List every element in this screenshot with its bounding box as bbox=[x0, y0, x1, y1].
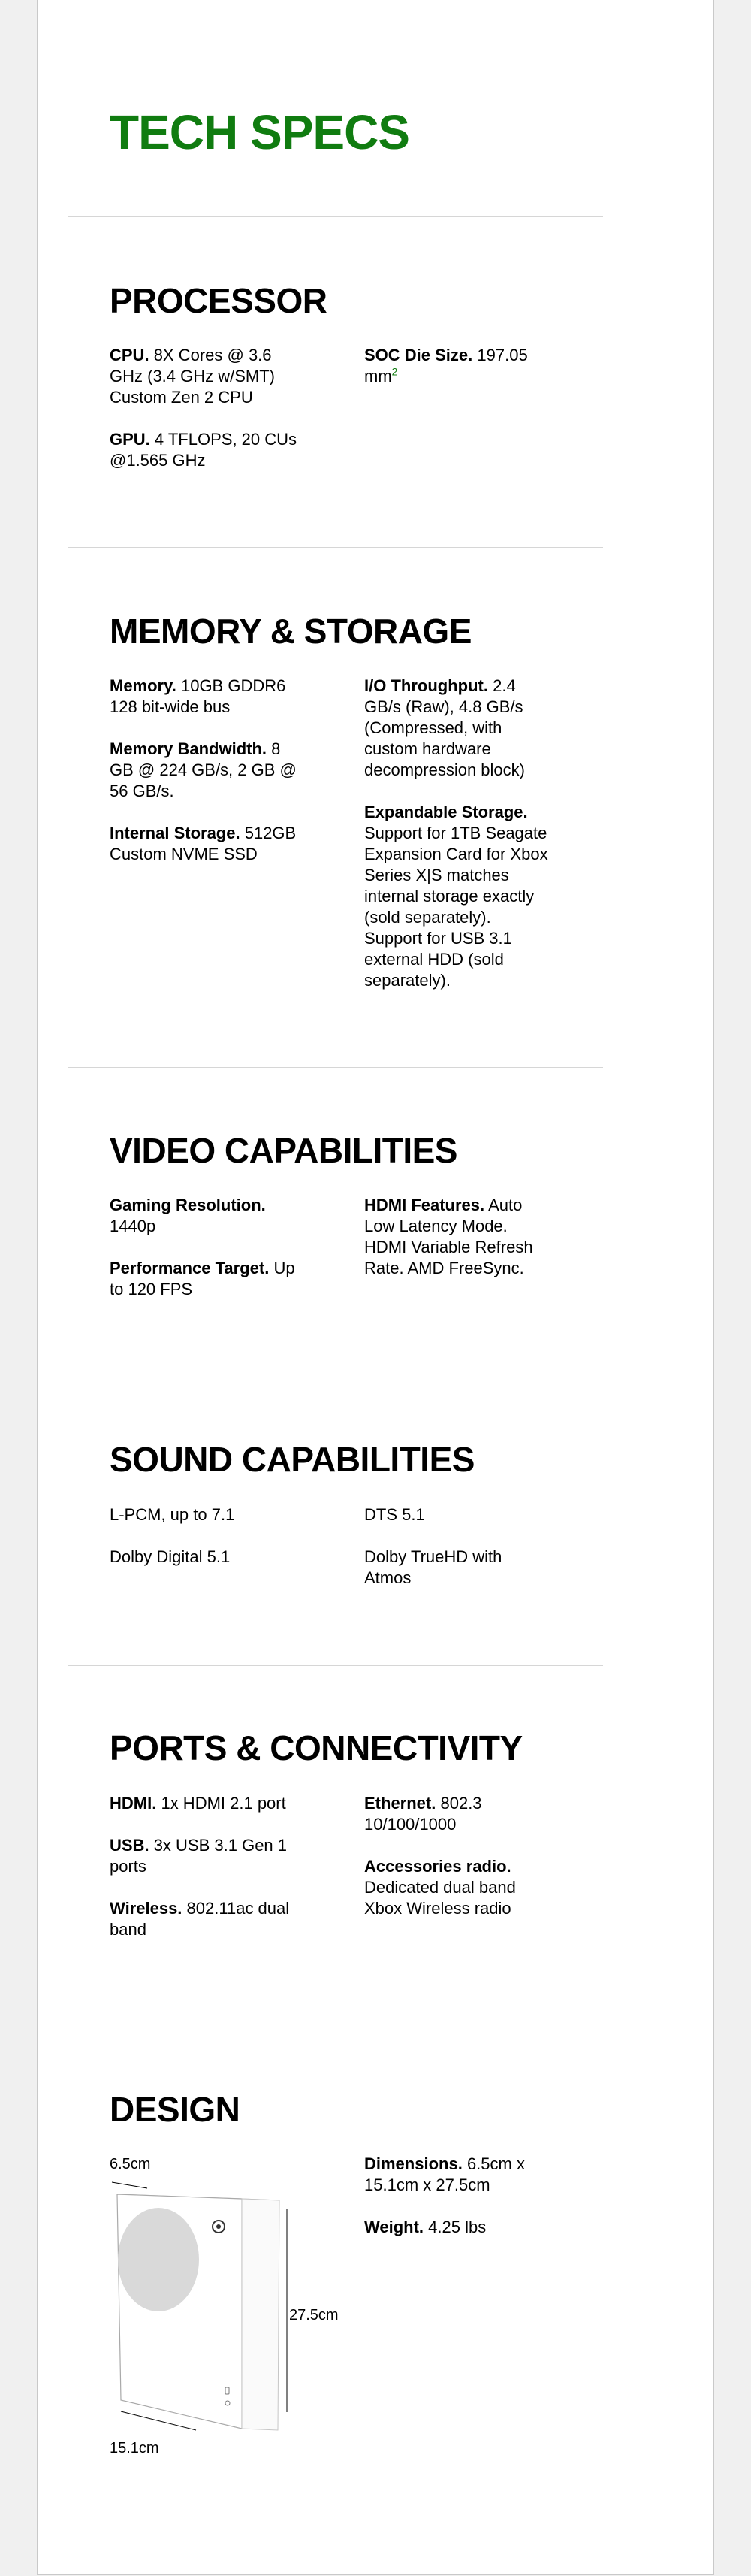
spec-value: 512GB Custom NVME SSD bbox=[110, 824, 297, 863]
spec-usb bbox=[110, 1835, 297, 1877]
ports-left-column bbox=[110, 1793, 297, 1961]
section-divider bbox=[68, 547, 603, 548]
section-divider bbox=[68, 216, 603, 217]
spec-label: Memory Bandwidth. bbox=[110, 739, 267, 758]
width-dimension-line bbox=[112, 2182, 147, 2188]
spec-value: 8 GB @ 224 GB/s, 2 GB @ 56 GB/s. bbox=[110, 739, 297, 800]
section-title-design: DESIGN bbox=[110, 2090, 240, 2129]
console-side-face bbox=[242, 2199, 279, 2430]
spec-label: Performance Target. bbox=[110, 1259, 270, 1277]
spec-value: Up to 120 FPS bbox=[110, 1259, 295, 1299]
processor-right-column bbox=[364, 345, 552, 408]
spec-memory-bandwidth bbox=[110, 739, 297, 802]
width-dimension-label: 6.5cm bbox=[110, 2156, 151, 2172]
spec-label: Wireless. bbox=[110, 1899, 182, 1918]
spec-ethernet bbox=[364, 1793, 552, 1835]
spec-label: Expandable Storage. bbox=[364, 803, 528, 821]
memory-left-column bbox=[110, 676, 297, 886]
spec-value: Dolby Digital 5.1 bbox=[110, 1547, 231, 1566]
spec-value: Support for 1TB Seagate Expansion Card for Xbox Series X|S matches internal storage exactly (sold separately). Support for USB 3.1 external HDD (sold separately). bbox=[364, 824, 548, 990]
section-divider bbox=[68, 1067, 603, 1068]
spec-soc-die-size bbox=[364, 345, 552, 387]
footnote-link[interactable]: 2 bbox=[391, 365, 398, 378]
spec-value: 1440p bbox=[110, 1217, 156, 1235]
spec-hdmi bbox=[110, 1793, 297, 1814]
spec-value: 4 TFLOPS, 20 CUs @1.565 GHz bbox=[110, 430, 297, 470]
spec-value: DTS 5.1 bbox=[364, 1505, 425, 1524]
depth-dimension-label: 15.1cm bbox=[110, 2440, 159, 2457]
spec-value: L-PCM, up to 7.1 bbox=[110, 1505, 235, 1524]
page-title: TECH SPECS bbox=[110, 105, 409, 159]
fan-vent-graphic bbox=[118, 2208, 199, 2311]
spec-gpu bbox=[110, 429, 297, 471]
spec-performance-target bbox=[110, 1258, 297, 1300]
spec-value: 2.4 GB/s (Raw), 4.8 GB/s (Compressed, with custom hardware decompression block) bbox=[364, 676, 525, 779]
spec-label: Ethernet. bbox=[364, 1794, 436, 1813]
processor-left-column bbox=[110, 345, 297, 492]
spec-label: Gaming Resolution. bbox=[110, 1196, 266, 1214]
spec-label: Memory. bbox=[110, 676, 176, 695]
spec-label: Internal Storage. bbox=[110, 824, 240, 842]
spec-expandable-storage bbox=[364, 802, 552, 991]
section-title-ports: PORTS & CONNECTIVITY bbox=[110, 1728, 523, 1767]
spec-label: Dimensions. bbox=[364, 2154, 463, 2173]
spec-label: USB. bbox=[110, 1836, 149, 1855]
spec-label: HDMI Features. bbox=[364, 1196, 485, 1214]
spec-accessories-radio bbox=[364, 1856, 552, 1919]
spec-io-throughput bbox=[364, 676, 552, 781]
spec-lpcm bbox=[110, 1504, 297, 1525]
section-divider bbox=[68, 1665, 603, 1666]
spec-gaming-resolution bbox=[110, 1195, 297, 1237]
spec-weight bbox=[364, 2217, 552, 2238]
sound-left-column bbox=[110, 1504, 297, 1589]
spec-wireless bbox=[110, 1898, 297, 1940]
section-title-processor: PROCESSOR bbox=[110, 281, 327, 320]
spec-cpu bbox=[110, 345, 297, 408]
design-right-column bbox=[364, 2154, 552, 2259]
spec-value: 10GB GDDR6 128 bit-wide bus bbox=[110, 676, 286, 716]
spec-value: 197.05 mm bbox=[364, 346, 528, 385]
spec-memory bbox=[110, 676, 297, 718]
spec-value: Auto Low Latency Mode. HDMI Variable Refresh Rate. AMD FreeSync. bbox=[364, 1196, 533, 1277]
spec-label: SOC Die Size. bbox=[364, 346, 473, 364]
spec-dolby-digital bbox=[110, 1547, 297, 1568]
sound-right-column bbox=[364, 1504, 552, 1610]
spec-value: 1x HDMI 2.1 port bbox=[161, 1794, 286, 1813]
memory-right-column bbox=[364, 676, 552, 1012]
spec-label: Accessories radio. bbox=[364, 1857, 511, 1876]
video-left-column bbox=[110, 1195, 297, 1321]
spec-dts bbox=[364, 1504, 552, 1525]
spec-label: HDMI. bbox=[110, 1794, 157, 1813]
spec-dolby-truehd bbox=[364, 1547, 552, 1589]
video-right-column bbox=[364, 1195, 552, 1300]
spec-value: Dolby TrueHD with Atmos bbox=[364, 1547, 502, 1587]
spec-value: 6.5cm x 15.1cm x 27.5cm bbox=[364, 2154, 525, 2194]
console-diagram bbox=[110, 2151, 290, 2436]
spec-value: 802.11ac dual band bbox=[110, 1899, 290, 1939]
spec-hdmi-features bbox=[364, 1195, 552, 1279]
spec-internal-storage bbox=[110, 823, 297, 865]
spec-label: GPU. bbox=[110, 430, 150, 449]
section-title-video: VIDEO CAPABILITIES bbox=[110, 1131, 457, 1170]
spec-value: 802.3 10/100/1000 bbox=[364, 1794, 482, 1834]
ports-right-column bbox=[364, 1793, 552, 1940]
spec-value: 4.25 lbs bbox=[428, 2218, 487, 2236]
spec-dimensions bbox=[364, 2154, 552, 2196]
spec-label: Weight. bbox=[364, 2218, 424, 2236]
spec-value: 3x USB 3.1 Gen 1 ports bbox=[110, 1836, 288, 1876]
section-title-memory-storage: MEMORY & STORAGE bbox=[110, 612, 472, 651]
spec-label: I/O Throughput. bbox=[364, 676, 488, 695]
section-title-sound: SOUND CAPABILITIES bbox=[110, 1440, 475, 1479]
height-dimension-label: 27.5cm bbox=[289, 2307, 339, 2324]
spec-label: CPU. bbox=[110, 346, 149, 364]
spec-value: Dedicated dual band Xbox Wireless radio bbox=[364, 1878, 516, 1918]
spec-value: 8X Cores @ 3.6 GHz (3.4 GHz w/SMT) Custom Zen 2 CPU bbox=[110, 346, 276, 407]
